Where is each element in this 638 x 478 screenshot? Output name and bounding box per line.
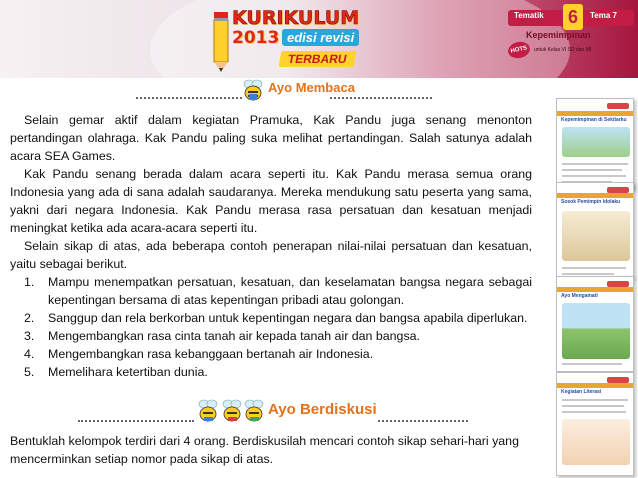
book-page-thumbnail xyxy=(556,182,634,278)
list-item xyxy=(24,327,532,345)
thumbnail-title: Kegiatan Literasi xyxy=(561,389,602,395)
heading-dotted-line xyxy=(378,420,468,422)
pencil-icon xyxy=(208,6,234,72)
heading-dotted-line xyxy=(78,420,194,422)
list-item xyxy=(24,273,532,309)
tema-badge xyxy=(508,4,634,66)
thumbnail-band xyxy=(557,287,633,292)
thumbnail-title: Ayo Mengamati xyxy=(561,293,598,299)
reading-section xyxy=(10,111,532,381)
logo-edition: edisi revisi xyxy=(282,29,359,46)
header-banner xyxy=(0,0,638,78)
discussion-text: Bentuklah kelompok terdiri dari 4 orang. Berdiskusilah mencari contoh sikap sehari-hari yang mencerminkan setiap nomor pada sikap di atas. xyxy=(10,434,519,466)
logo-title: KURIKULUM xyxy=(232,7,360,29)
tema-title: Kepemimpinan xyxy=(526,30,591,40)
list-item-text: Mampu menempatkan persatuan, kesatuan, dan keselamatan bangsa negara sebagai kepentingan bersama di atas kepentingan pribadi atau golongan. xyxy=(48,275,532,307)
list-item-text: Mengembangkan rasa cinta tanah air kepada tanah air dan bangsa. xyxy=(48,329,420,343)
discussion-bees-mascot-icon xyxy=(196,398,264,424)
classroom-illustration-icon xyxy=(562,127,630,157)
tema-subtitle: untuk Kelas VI SD dan MI xyxy=(534,47,592,53)
activity-illustration-icon xyxy=(562,419,630,465)
list-item-text: Sanggup dan rela berkorban untuk kepentingan negara dan bangsa apabila diperlukan. xyxy=(48,311,528,325)
thumbnail-band xyxy=(557,383,633,388)
list-item xyxy=(24,345,532,363)
page-tab-icon xyxy=(607,103,629,109)
list-item-text: Mengembangkan rasa kebanggaan bertanah air Indonesia. xyxy=(48,347,374,361)
logo-year: 2013 xyxy=(232,28,280,48)
heading-dotted-line xyxy=(330,97,432,99)
list-item-number: 3. xyxy=(24,329,35,343)
list-item-number: 4. xyxy=(24,347,35,361)
book-page-thumbnails xyxy=(556,80,638,478)
book-page-thumbnail xyxy=(556,98,634,190)
list-item-number: 5. xyxy=(24,365,35,379)
thumbnail-title: Sosok Pemimpin Idolaku xyxy=(561,199,621,205)
book-page-thumbnail xyxy=(556,276,634,372)
discussion-heading: Ayo Berdiskusi xyxy=(268,401,377,418)
hots-badge: HOTS xyxy=(507,40,532,60)
tema-code: Tema 7 xyxy=(590,11,617,20)
thumbnail-band xyxy=(557,111,633,116)
tema-number: 6 xyxy=(563,4,583,30)
reading-heading: Ayo Membaca xyxy=(268,80,355,95)
people-illustration-icon xyxy=(562,211,630,261)
reading-paragraph-2: Kak Pandu senang berada dalam acara seperti itu. Kak Pandu merasa semua orang Indonesia yang ada di sana adalah saudaranya. Mereka mendukung satu peserta yang sama, yakni dari negara Indonesia. Kak Pandu merasa rasa persatuan dan kesatuan menjadi meningkat ketika ada acara-acara seperti itu. xyxy=(10,167,532,235)
book-page-thumbnail xyxy=(556,372,634,476)
list-item-text: Memelihara ketertiban dunia. xyxy=(48,365,208,379)
landscape-illustration-icon xyxy=(562,303,630,359)
tema-label: Tematik xyxy=(514,11,544,20)
heading-dotted-line xyxy=(136,97,242,99)
list-item-number: 2. xyxy=(24,311,35,325)
kurikulum-logo xyxy=(232,7,360,73)
thumbnail-title: Kepemimpinan di Sekitarku xyxy=(561,117,627,123)
list-item xyxy=(24,363,532,381)
thumbnail-band xyxy=(557,193,633,198)
reading-paragraph-3: Selain sikap di atas, ada beberapa contoh penerapan nilai-nilai persatuan dan kesatuan, yaitu sebagai berikut. xyxy=(10,239,532,271)
list-item xyxy=(24,309,532,327)
unity-values-list xyxy=(10,273,532,381)
list-item-number: 1. xyxy=(24,275,35,289)
logo-badge: TERBARU xyxy=(279,51,356,67)
reading-bee-mascot-icon xyxy=(240,78,266,102)
reading-paragraph-1: Selain gemar aktif dalam kegiatan Pramuka, Kak Pandu juga senang menonton pertandingan olahraga. Kak Pandu paling suka melihat pertandingan. Salah satunya adalah acara SEA Games. xyxy=(10,113,532,163)
